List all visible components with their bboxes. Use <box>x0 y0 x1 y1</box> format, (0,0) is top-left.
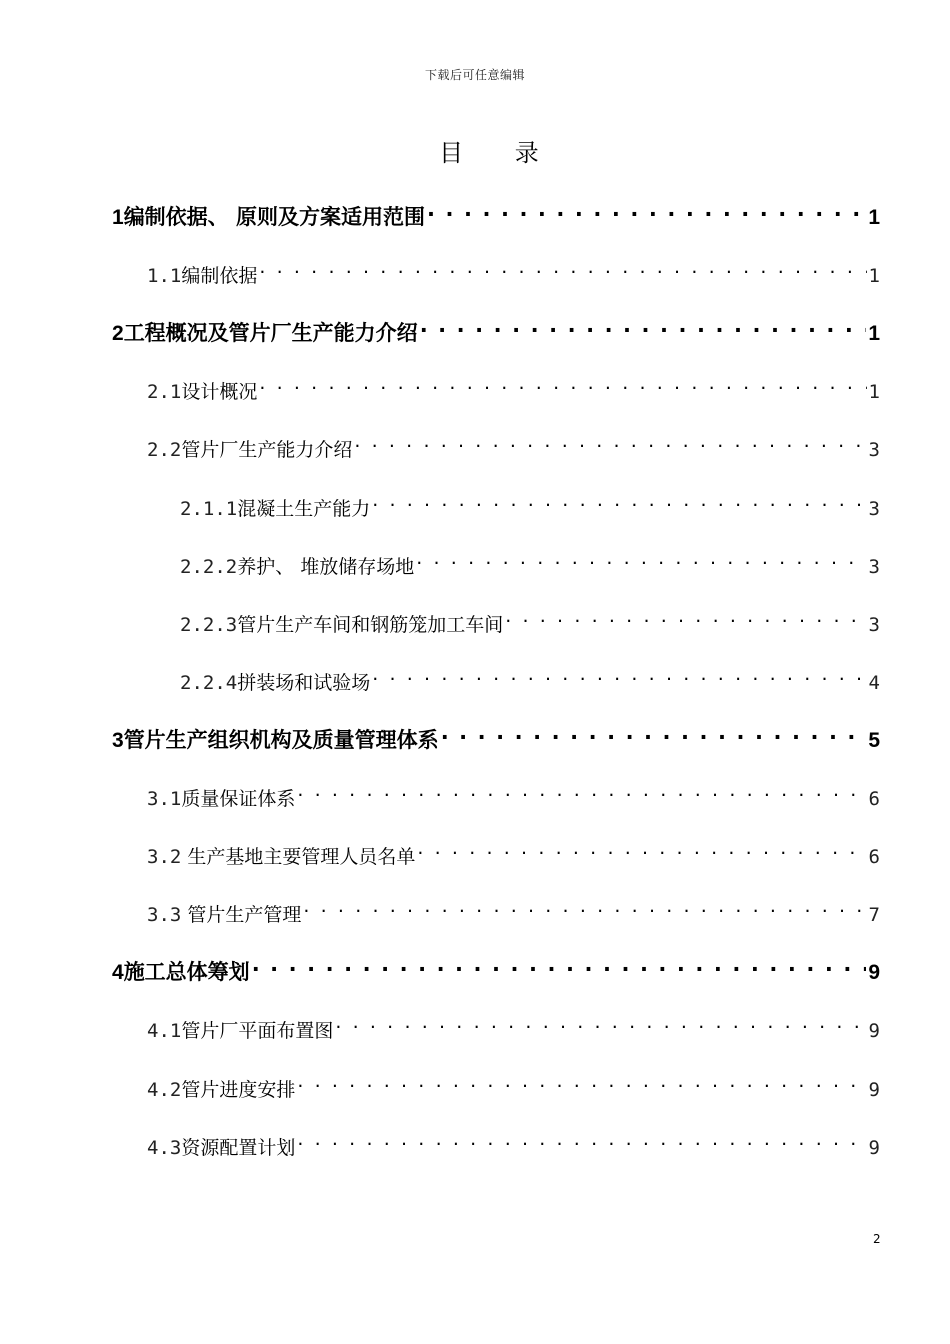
toc-entry-label <box>147 842 415 872</box>
toc-entry-text: 资源配置计划 <box>181 1136 296 1159</box>
toc-entry-number: 4.1 <box>147 1020 182 1043</box>
toc-entry-text: 编制依据、 原则及方案适用范围 <box>123 205 425 229</box>
toc-entry-text: 管片厂生产能力介绍 <box>181 439 353 462</box>
toc-entry-text: 拼装场和试验场 <box>237 671 371 694</box>
toc-entry-page: 1 <box>868 206 880 229</box>
toc-dot-leader <box>354 426 866 456</box>
toc-entry-label <box>112 957 250 988</box>
toc-entry-level1[interactable] <box>112 194 880 229</box>
toc-entry-number: 2.1 <box>147 381 182 404</box>
toc-dot-leader <box>505 601 866 631</box>
toc-entry-page: 5 <box>868 728 880 752</box>
toc-entry-level3[interactable] <box>180 543 880 578</box>
toc-entry-number: 1 <box>112 206 124 229</box>
toc-entry-page: 3 <box>868 555 880 578</box>
toc-entry-label <box>147 1075 295 1105</box>
toc-entry-text: 工程概况及管片厂生产能力介绍 <box>123 321 418 346</box>
toc-entry-label <box>112 202 425 233</box>
toc-entry-number: 4.3 <box>147 1136 182 1159</box>
toc-entry-level2[interactable] <box>147 891 880 927</box>
toc-entry-page: 3 <box>868 613 880 636</box>
toc-entry-number: 2.2.3 <box>180 613 238 636</box>
toc-dot-leader <box>252 949 867 979</box>
toc-entry-number: 4 <box>112 961 124 985</box>
toc-entry-text: 生产基地主要管理人员名单 <box>181 846 416 869</box>
toc-entry-level2[interactable] <box>147 1066 880 1101</box>
toc-entry-page: 4 <box>868 671 880 694</box>
toc-entry-text: 施工总体筹划 <box>123 960 250 985</box>
toc-entry-label <box>147 900 301 930</box>
toc-entry-number: 2.2.4 <box>180 671 238 694</box>
toc-entry-text: 编制依据 <box>181 265 258 288</box>
toc-entry-label <box>147 435 352 465</box>
toc-entry-label <box>180 610 503 640</box>
toc-entry-number: 3 <box>112 728 124 752</box>
toc-entry-number: 2.1.1 <box>180 497 238 520</box>
toc-entry-level3[interactable] <box>180 601 880 636</box>
toc-entry-page: 1 <box>868 322 880 346</box>
toc-entry-label <box>147 377 257 407</box>
toc-entry-page: 1 <box>868 265 880 288</box>
toc-entry-label <box>147 1016 333 1046</box>
toc-entry-number: 2.2 <box>147 439 182 462</box>
toc-entry-number: 3.2 <box>147 846 182 869</box>
toc-entry-text: 管片厂平面布置图 <box>181 1020 334 1043</box>
toc-entry-page: 9 <box>868 961 880 985</box>
toc-entry-label <box>112 725 439 756</box>
toc-entry-level2[interactable] <box>147 368 880 404</box>
toc-entry-text: 管片生产车间和钢筋笼加工车间 <box>237 613 504 636</box>
toc-entry-page: 6 <box>868 788 880 810</box>
toc-dot-leader <box>259 368 866 398</box>
toc-dot-leader <box>417 833 866 863</box>
toc-entry-label <box>147 784 295 814</box>
toc-dot-leader <box>416 543 866 573</box>
toc-entry-text: 设计概况 <box>181 381 258 404</box>
toc-dot-leader <box>427 194 866 224</box>
toc-entry-level2[interactable] <box>147 833 880 869</box>
toc-entry-page: 3 <box>868 497 880 520</box>
toc-entry-text: 管片进度安排 <box>181 1078 296 1101</box>
toc-dot-leader <box>335 1007 866 1037</box>
page-header: 下载后可任意编辑 <box>424 68 525 82</box>
toc-entry-page: 9 <box>868 1136 880 1159</box>
toc-entry-label <box>180 668 370 698</box>
toc-dot-leader <box>372 659 866 689</box>
page-number: 2 <box>873 1232 881 1246</box>
toc-entry-number: 2 <box>112 322 124 346</box>
toc-entry-page: 9 <box>868 1020 880 1043</box>
toc-entry-label <box>180 552 414 582</box>
toc-dot-leader <box>420 310 867 340</box>
toc-entry-text: 养护、 堆放储存场地 <box>237 555 415 578</box>
toc-entry-label <box>147 1133 295 1163</box>
toc-entry-level3[interactable] <box>180 659 880 694</box>
toc-entry-page: 7 <box>868 904 880 927</box>
toc-entry-level1[interactable] <box>112 310 880 346</box>
toc-entry-page: 9 <box>868 1078 880 1101</box>
toc-dot-leader <box>303 891 866 921</box>
toc-entry-level3[interactable] <box>180 485 880 520</box>
toc-entry-page: 3 <box>868 439 880 462</box>
toc-dot-leader <box>297 1066 866 1096</box>
toc-entry-page: 1 <box>868 381 880 404</box>
toc-entry-level2[interactable] <box>147 775 880 810</box>
toc-entry-number: 4.2 <box>147 1078 182 1101</box>
toc-entry-text: 管片生产管理 <box>181 904 302 927</box>
toc-entry-label <box>112 318 418 349</box>
toc-entry-page: 6 <box>868 846 880 869</box>
toc-title: 目 录 <box>439 139 561 167</box>
toc-entry-text: 混凝土生产能力 <box>237 497 371 520</box>
toc-dot-leader <box>372 485 866 515</box>
toc-dot-leader <box>441 717 867 747</box>
toc-entry-level2[interactable] <box>147 1007 880 1043</box>
toc-dot-leader <box>259 252 866 282</box>
toc-entry-text: 质量保证体系 <box>181 788 296 810</box>
toc-entry-level2[interactable] <box>147 1124 880 1159</box>
toc-entry-level1[interactable] <box>112 717 880 752</box>
toc-entry-number: 1.1 <box>147 265 182 288</box>
toc-entry-level1[interactable] <box>112 949 880 985</box>
toc-entry-level2[interactable] <box>147 252 880 288</box>
toc-entry-level2[interactable] <box>147 426 880 462</box>
toc-dot-leader <box>297 1124 866 1154</box>
toc-entry-number: 3.3 <box>147 904 182 927</box>
toc-entry-number: 2.2.2 <box>180 555 238 578</box>
toc-entry-number: 3.1 <box>147 788 182 810</box>
toc-entry-text: 管片生产组织机构及质量管理体系 <box>123 727 439 752</box>
toc-entry-label <box>180 494 370 524</box>
toc-entry-label <box>147 261 257 291</box>
toc-dot-leader <box>297 775 866 805</box>
